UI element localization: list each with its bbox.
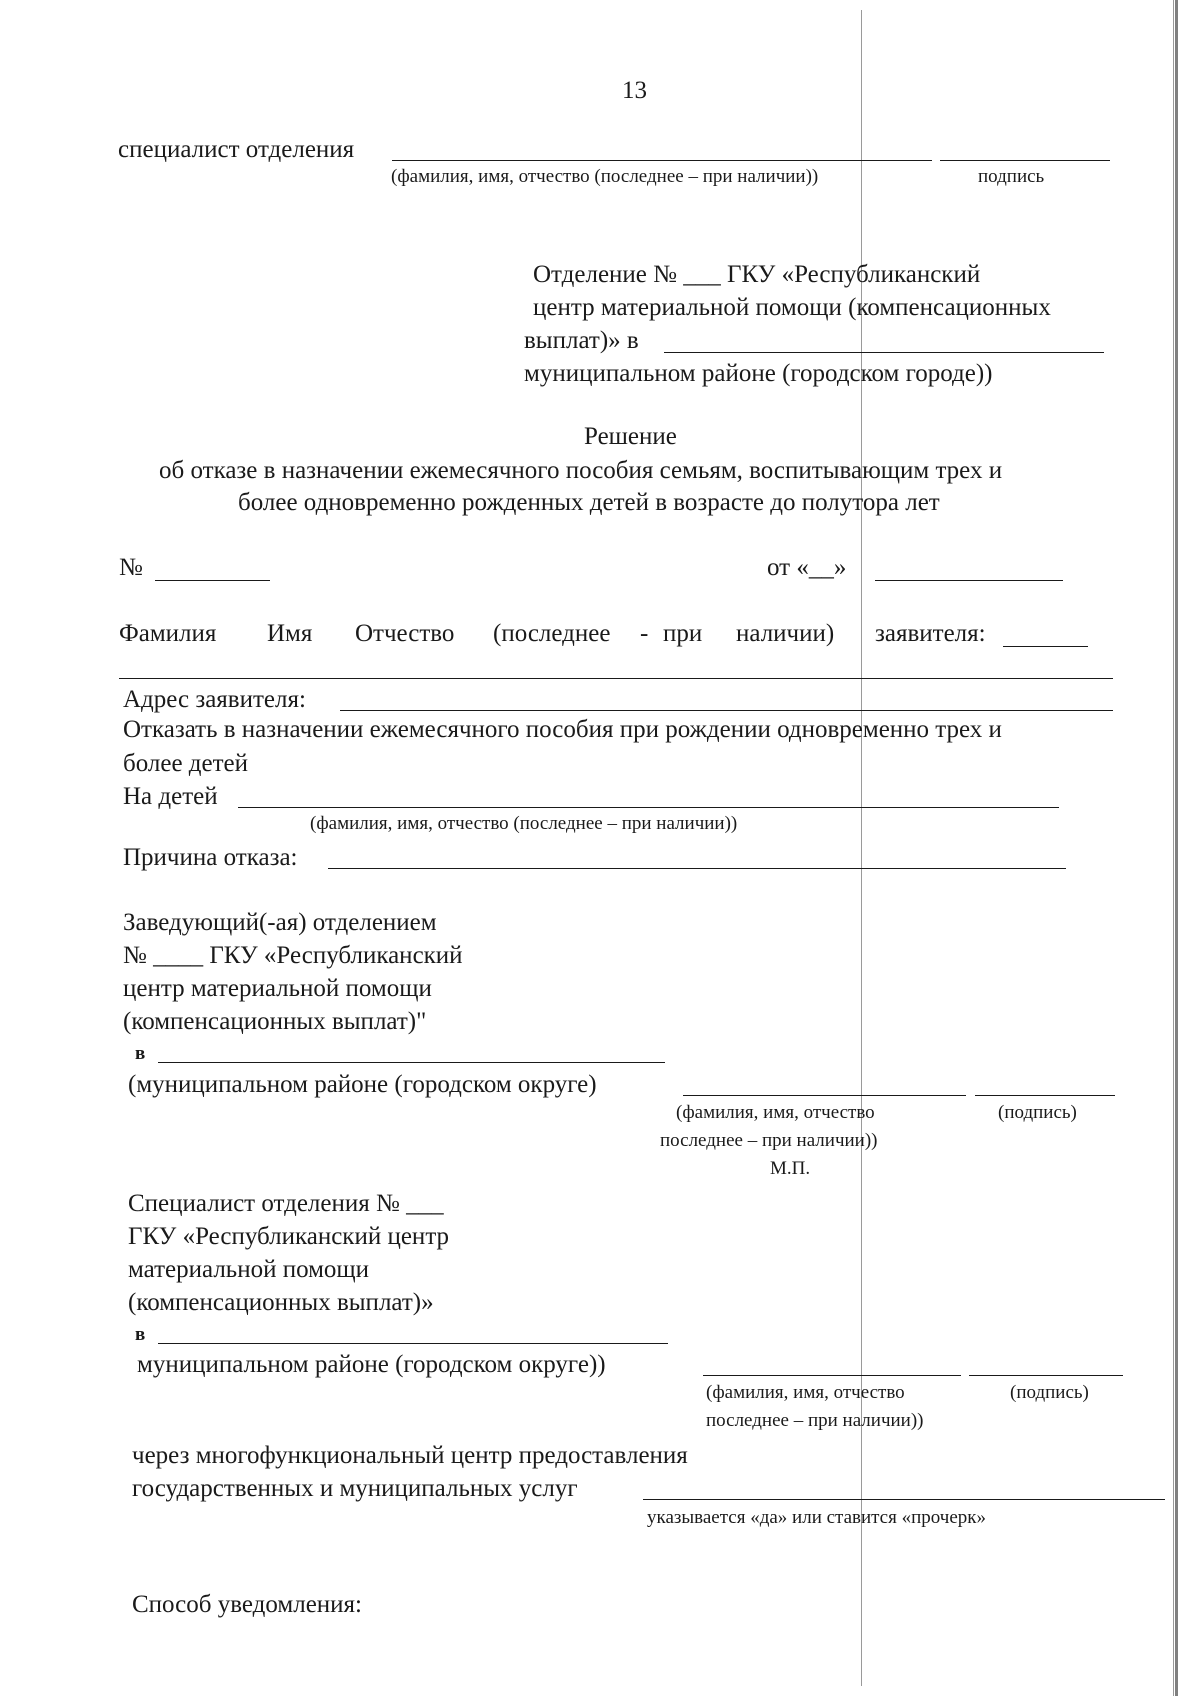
number-line[interactable] (155, 580, 270, 581)
scan-edge-line (1173, 0, 1174, 1696)
specialist-line-5: в (135, 1324, 146, 1345)
reason-line[interactable] (328, 868, 1066, 869)
head-signature-caption: (подпись) (998, 1102, 1077, 1123)
address-label: Адрес заявителя: (123, 686, 306, 713)
fio-caption: (фамилия, имя, отчество (последнее – при наличии)) (391, 166, 819, 187)
fio-word-7: наличии) (736, 620, 835, 647)
date-line[interactable] (875, 580, 1063, 581)
fio-word-8: заявителя: (875, 620, 986, 647)
refuse-line-2: более детей (123, 750, 249, 777)
applicant-fio-line-end[interactable] (1003, 646, 1088, 647)
fio-word-2: Имя (267, 620, 313, 647)
specialist-signature-line[interactable] (969, 1375, 1123, 1376)
scan-edge-shadow (1175, 0, 1178, 1696)
specialist-line-2: ГКУ «Республиканский центр (128, 1223, 450, 1250)
mfc-line-1: через многофункциональный центр предоставления (132, 1442, 688, 1469)
specialist-line-3: материальной помощи (128, 1256, 370, 1283)
reason-label: Причина отказа: (123, 844, 298, 871)
number-label: № (119, 554, 143, 581)
children-caption: (фамилия, имя, отчество (последнее – при наличии)) (310, 813, 738, 834)
date-label: от «__» (767, 554, 847, 581)
mfc-line-2: государственных и муниципальных услуг (132, 1475, 578, 1502)
applicant-fio-line-2[interactable] (119, 678, 1113, 679)
addressee-line-2: центр материальной помощи (компенсационных (533, 294, 1051, 321)
addressee-line-3: выплат)» в (524, 327, 639, 354)
specialist-signature-caption: (подпись) (1010, 1382, 1089, 1403)
addressee-line-1: Отделение № ___ ГКУ «Республиканский (533, 261, 981, 288)
mfc-caption: указывается «да» или ставится «прочерк» (647, 1507, 987, 1528)
head-signature-line[interactable] (975, 1095, 1115, 1096)
specialist-line-6: муниципальном районе (городском округе)) (137, 1351, 606, 1378)
notification-label: Способ уведомления: (132, 1591, 363, 1618)
head-fio-caption-1: (фамилия, имя, отчество (676, 1102, 875, 1123)
specialist-line-1: Специалист отделения № ___ (128, 1190, 444, 1217)
specialist-line-4: (компенсационных выплат)» (128, 1289, 434, 1316)
addressee-district-line[interactable] (664, 352, 1104, 353)
head-line-6: (муниципальном районе (городском округе) (128, 1071, 597, 1098)
fio-word-4: (последнее (493, 620, 611, 647)
specialist-label: специалист отделения (118, 136, 355, 163)
specialist-fio-line[interactable] (703, 1375, 961, 1376)
fio-word-1: Фамилия (119, 620, 217, 647)
page-number: 13 (622, 77, 647, 104)
addressee-line-4: муниципальном районе (городском городе)) (524, 360, 993, 387)
signature-caption: подпись (978, 166, 1045, 187)
head-fio-caption-2: последнее – при наличии)) (660, 1130, 878, 1151)
head-district-line[interactable] (158, 1062, 665, 1063)
head-line-4: (компенсационных выплат)" (123, 1008, 427, 1035)
specialist-signature-line[interactable] (940, 160, 1110, 161)
head-line-2: № ____ ГКУ «Республиканский (123, 942, 463, 969)
fio-word-3: Отчество (355, 620, 455, 647)
decision-subtitle-1: об отказе в назначении ежемесячного пособия семьям, воспитывающим трех и (159, 457, 1003, 484)
children-line[interactable] (238, 807, 1059, 808)
head-line-5: в (135, 1043, 146, 1064)
head-line-1: Заведующий(-ая) отделением (123, 909, 437, 936)
fio-word-5: - (640, 620, 649, 647)
decision-subtitle-2: более одновременно рожденных детей в возрасте до полутора лет (238, 489, 940, 516)
fio-word-6: при (663, 620, 703, 647)
refuse-line-1: Отказать в назначении ежемесячного пособия при рождении одновременно трех и (123, 716, 1002, 743)
mfc-line[interactable] (643, 1499, 1165, 1500)
stamp-placeholder: М.П. (770, 1158, 811, 1179)
specialist-fio-caption-1: (фамилия, имя, отчество (706, 1382, 905, 1403)
head-line-3: центр материальной помощи (123, 975, 432, 1002)
specialist-district-line[interactable] (158, 1343, 668, 1344)
specialist-fio-line[interactable] (392, 160, 932, 161)
address-line[interactable] (340, 710, 1113, 711)
head-fio-line[interactable] (683, 1095, 966, 1096)
specialist-fio-caption-2: последнее – при наличии)) (706, 1410, 924, 1431)
decision-title: Решение (584, 423, 677, 450)
children-label: На детей (123, 783, 218, 810)
